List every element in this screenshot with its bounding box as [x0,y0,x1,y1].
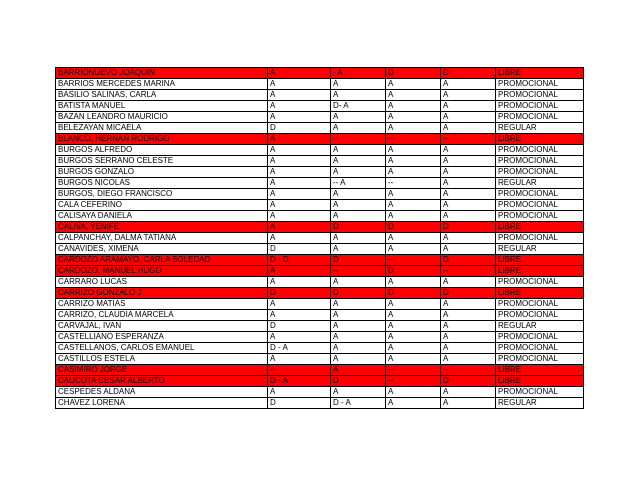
grade-cell-4: D [441,376,496,387]
grade-cell-2: A [331,321,386,332]
table-row [56,244,584,255]
status-cell: LIBRE [496,288,584,299]
table-row [56,398,584,409]
grade-cell-2: A [331,156,386,167]
grade-cell-1: A [268,233,331,244]
student-name-cell: CANAVIDES, XIMENA [56,244,268,255]
student-name-cell: BURGOS ALFREDO [56,145,268,156]
grade-cell-2: A [331,145,386,156]
grade-cell-1: A [268,134,331,145]
grade-cell-2: A [331,365,386,376]
grade-cell-4: -- [441,365,496,376]
grade-cell-4: D [441,255,496,266]
student-name-cell: CARRARO LUCAS [56,277,268,288]
grade-cell-2: D [331,222,386,233]
status-cell: PROMOCIONAL [496,343,584,354]
table-row [56,167,584,178]
table-row [56,79,584,90]
grade-cell-4: A [441,101,496,112]
grade-cell-1: D [268,288,331,299]
grade-cell-1: A [268,156,331,167]
grade-cell-2: A [331,299,386,310]
grade-cell-2: -- [331,134,386,145]
grade-cell-3: A [386,211,441,222]
grade-cell-2: A [331,277,386,288]
grade-cell-3: A [386,387,441,398]
table-row [56,233,584,244]
table-row [56,156,584,167]
grade-cell-4: A [441,145,496,156]
status-cell: LIBRE [496,134,584,145]
grade-cell-3: A [386,200,441,211]
grade-cell-2: A [331,189,386,200]
status-cell: PROMOCIONAL [496,387,584,398]
table-row [56,310,584,321]
grade-cell-4: A [441,189,496,200]
grade-cell-4: A [441,343,496,354]
table-row [56,365,584,376]
table-row [56,123,584,134]
grade-cell-4: D [441,288,496,299]
grade-cell-4: D [441,222,496,233]
grade-cell-2: A [331,90,386,101]
grade-cell-1: A [268,145,331,156]
status-cell: PROMOCIONAL [496,354,584,365]
grade-cell-2: - A [331,68,386,79]
grade-cell-3: -- [386,255,441,266]
grade-cell-4: A [441,90,496,101]
grade-cell-2: A [331,167,386,178]
student-name-cell: CALA CEFERINO [56,200,268,211]
grade-cell-2: D [331,255,386,266]
grade-cell-1: A [268,277,331,288]
grade-cell-4: A [441,200,496,211]
grade-cell-4: A [441,277,496,288]
grade-cell-4: A [441,167,496,178]
grade-cell-3: A [386,145,441,156]
grade-cell-4: A [441,211,496,222]
grade-cell-3: D [386,288,441,299]
grade-cell-1: D - A [268,343,331,354]
table-row [56,299,584,310]
grade-cell-1: A [268,68,331,79]
status-cell: REGULAR [496,398,584,409]
status-cell: PROMOCIONAL [496,90,584,101]
grade-cell-1: D [268,321,331,332]
student-name-cell: BELEZAYAN MICAELA [56,123,268,134]
table-row [56,200,584,211]
status-cell: PROMOCIONAL [496,310,584,321]
grade-cell-2: D [331,288,386,299]
grade-cell-4: A [441,178,496,189]
grade-cell-3: A [386,244,441,255]
student-name-cell: BURGOS NICOLAS [56,178,268,189]
grade-cell-3: A [386,233,441,244]
grade-cell-2: A [331,123,386,134]
status-cell: PROMOCIONAL [496,167,584,178]
grade-cell-4: A [441,398,496,409]
grade-cell-3: -- [386,178,441,189]
grade-cell-4: A [441,156,496,167]
grade-cell-4: A [441,233,496,244]
student-name-cell: BARRIONUEVO JOAQUIN [56,68,268,79]
status-cell: PROMOCIONAL [496,101,584,112]
status-cell: PROMOCIONAL [496,79,584,90]
grade-cell-2: A [331,354,386,365]
grade-cell-2: A [331,343,386,354]
student-name-cell: BURGOS GONZALO [56,167,268,178]
grade-cell-1: -- [268,365,331,376]
table-row [56,189,584,200]
student-name-cell: BURGOS, DIEGO FRANCISCO [56,189,268,200]
grade-cell-4: A [441,310,496,321]
grade-cell-4: A [441,321,496,332]
grade-cell-1: A [268,189,331,200]
table-row [56,145,584,156]
student-name-cell: CARRIZO MATIAS [56,299,268,310]
grade-cell-2: D [331,376,386,387]
grade-cell-1: D [268,244,331,255]
student-name-cell: CAUCOTA CESAR ALBERTO [56,376,268,387]
grade-cell-3: -- [386,376,441,387]
student-name-cell: BURGOS SERRANO CELESTE [56,156,268,167]
grade-cell-1: A [268,79,331,90]
status-cell: PROMOCIONAL [496,211,584,222]
grade-cell-2: A [331,233,386,244]
table-row [56,332,584,343]
status-cell: LIBRE [496,68,584,79]
grade-cell-1: A [268,266,331,277]
status-cell: REGULAR [496,244,584,255]
grade-cell-4: A [441,244,496,255]
student-name-cell: CARRIZO, CLAUDIA MARCELA [56,310,268,321]
grade-cell-4: D [441,68,496,79]
student-name-cell: CASTELLANOS, CARLOS EMANUEL [56,343,268,354]
status-cell: PROMOCIONAL [496,112,584,123]
grade-cell-2: A [331,112,386,123]
grade-cell-1: A [268,310,331,321]
grade-cell-3: D [386,68,441,79]
grades-table-body [56,68,584,409]
table-row [56,343,584,354]
student-name-cell: BATISTA MANUEL [56,101,268,112]
grade-cell-1: A [268,299,331,310]
student-name-cell: CARVAJAL, IVAN [56,321,268,332]
grade-cell-3: A [386,90,441,101]
grade-cell-1: D - D [268,255,331,266]
grade-cell-3: A [386,277,441,288]
grade-cell-4: A [441,387,496,398]
status-cell: LIBRE [496,365,584,376]
grade-cell-3: D [386,222,441,233]
grade-cell-1: D [268,123,331,134]
grade-cell-4: -- [441,266,496,277]
grade-cell-3: -- [386,365,441,376]
grade-cell-1: D [268,398,331,409]
grade-cell-3: D [386,266,441,277]
status-cell: PROMOCIONAL [496,200,584,211]
student-name-cell: CARDOZO ARAMAYO, CARLA SOLEDAD [56,255,268,266]
student-name-cell: BARRIOS MERCEDES MARINA [56,79,268,90]
student-name-cell: BAZAN LEANDRO MAURICIO [56,112,268,123]
student-name-cell: CALISAYA DANIELA [56,211,268,222]
status-cell: LIBRE [496,376,584,387]
grade-cell-2: A [331,200,386,211]
grade-cell-4: A [441,123,496,134]
grade-cell-1: A [268,178,331,189]
table-row [56,277,584,288]
table-row [56,134,584,145]
table-row [56,211,584,222]
status-cell: REGULAR [496,123,584,134]
student-name-cell: CALPANCHAY, DALMA TATIANA [56,233,268,244]
student-name-cell: BLANCO, HERNAN RODRIGO [56,134,268,145]
grade-cell-4: A [441,354,496,365]
grade-cell-2: -- [331,266,386,277]
grade-cell-2: A [331,332,386,343]
grade-cell-2: A [331,310,386,321]
status-cell: PROMOCIONAL [496,233,584,244]
status-cell: LIBRE [496,266,584,277]
grade-cell-3: A [386,112,441,123]
grade-cell-4: A [441,299,496,310]
student-name-cell: CALIVA, YENIFE [56,222,268,233]
grade-cell-1: A [268,222,331,233]
grade-cell-4: -- [441,134,496,145]
status-cell: PROMOCIONAL [496,332,584,343]
grades-table [55,67,584,409]
grade-cell-1: A [268,101,331,112]
status-cell: LIBRE [496,222,584,233]
status-cell: PROMOCIONAL [496,145,584,156]
grade-cell-1: D - A [268,376,331,387]
student-name-cell: CHAVEZ LORENA [56,398,268,409]
grade-cell-1: A [268,112,331,123]
status-cell: LIBRE [496,255,584,266]
grade-cell-3: A [386,189,441,200]
grade-cell-4: A [441,112,496,123]
grade-cell-2: D - A [331,398,386,409]
table-row [56,387,584,398]
grade-cell-4: A [441,79,496,90]
status-cell: PROMOCIONAL [496,299,584,310]
grade-cell-4: A [441,332,496,343]
student-name-cell: CASIMIRO JORGE [56,365,268,376]
table-row [56,288,584,299]
status-cell: REGULAR [496,321,584,332]
status-cell: REGULAR [496,178,584,189]
grade-cell-2: A [331,79,386,90]
table-row [56,178,584,189]
student-name-cell: BASILIO SALINAS, CARLA [56,90,268,101]
table-row [56,90,584,101]
grade-cell-3: A [386,354,441,365]
student-name-cell: CARRIZO GONZALO J [56,288,268,299]
status-cell: PROMOCIONAL [496,189,584,200]
status-cell: PROMOCIONAL [496,277,584,288]
grade-cell-3: A [386,167,441,178]
grade-cell-1: A [268,354,331,365]
grade-cell-3: A [386,332,441,343]
table-row [56,376,584,387]
student-name-cell: CASTILLOS ESTELA [56,354,268,365]
grade-cell-1: A [268,387,331,398]
grade-cell-1: A [268,211,331,222]
student-name-cell: CARDOZO, MANUEL HUGO [56,266,268,277]
grade-cell-2: -- A [331,178,386,189]
grade-cell-3: A [386,398,441,409]
status-cell: PROMOCIONAL [496,156,584,167]
grade-cell-3: A [386,79,441,90]
grade-cell-3: A [386,310,441,321]
grade-cell-2: A [331,387,386,398]
grade-cell-1: A [268,167,331,178]
grade-cell-1: A [268,332,331,343]
grade-cell-3: A [386,299,441,310]
table-row [56,266,584,277]
grade-cell-1: A [268,90,331,101]
table-row [56,321,584,332]
grade-cell-2: A [331,211,386,222]
grade-cell-3: -- [386,134,441,145]
grade-cell-3: A [386,101,441,112]
grade-cell-2: A [331,244,386,255]
student-name-cell: CESPEDES ALDANA [56,387,268,398]
grade-cell-3: A [386,156,441,167]
grade-cell-3: A [386,343,441,354]
grade-cell-3: A [386,123,441,134]
grade-cell-3: A [386,321,441,332]
grade-cell-1: A [268,200,331,211]
table-row [56,112,584,123]
table-row [56,68,584,79]
table-row [56,255,584,266]
grade-cell-2: D- A [331,101,386,112]
table-row [56,354,584,365]
table-row [56,222,584,233]
table-row [56,101,584,112]
student-name-cell: CASTELLIANO ESPERANZA [56,332,268,343]
